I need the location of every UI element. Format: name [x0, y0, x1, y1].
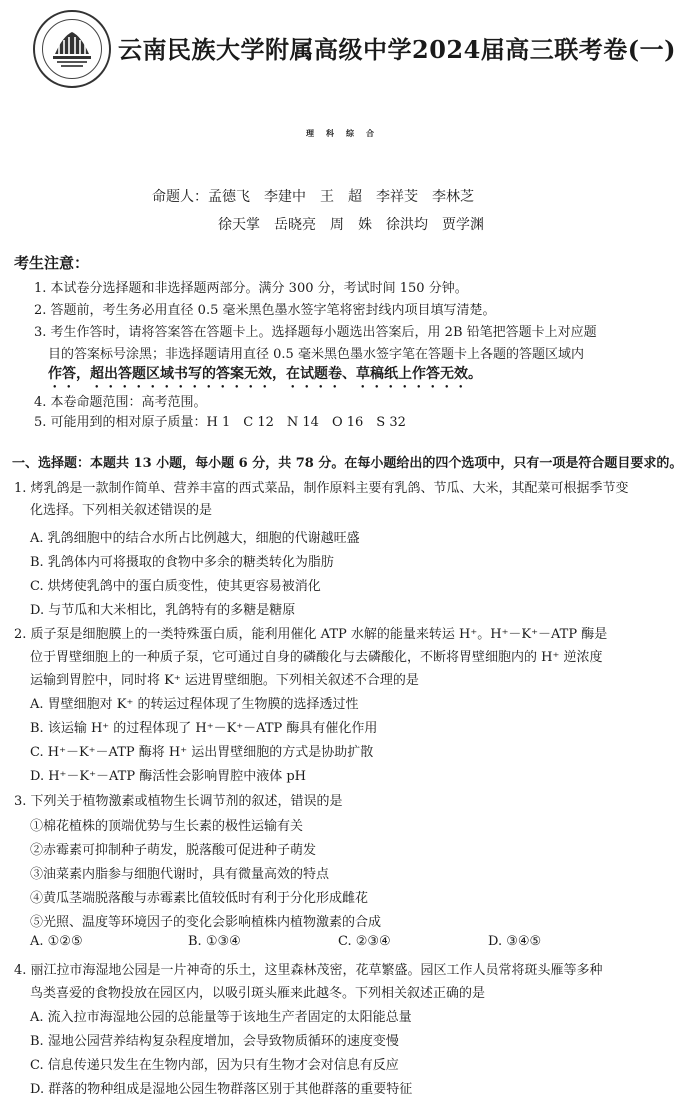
q4-option-a: A. 流入拉市海湿地公园的总能量等于该地生产者固定的太阳能总量: [30, 1010, 412, 1025]
q3-statement-2: ②赤霉素可抑制种子萌发，脱落酸可促进种子萌发: [30, 843, 317, 858]
school-logo: [33, 10, 111, 88]
notice-heading: 考生注意：: [14, 254, 90, 272]
q2-option-a: A. 胃壁细胞对 K⁺ 的转运过程体现了生物膜的选择透过性: [30, 697, 359, 712]
q4-stem-line-2: 鸟类喜爱的食物投放在园区内，以吸引斑头雁来此越冬。下列相关叙述正确的是: [30, 986, 486, 1001]
notice-item-3-emphasis: 作答，超出答题区域书写的答案无效，在试题卷、草稿纸上作答无效。: [48, 366, 482, 382]
q3-option-c: C. ②③④: [338, 934, 391, 949]
authors-line-2: 徐天掌 岳晓亮 周 姝 徐洪均 贾学渊: [218, 217, 484, 233]
section-1-heading: 一、选择题：本题共 13 小题，每小题 6 分，共 78 分。在每小题给出的四个选项中，只有一项是符合题目要求的。: [12, 456, 683, 471]
q1-option-c: C. 烘烤使乳鸽中的蛋白质变性，使其更容易被消化: [30, 579, 321, 594]
notice-item-3: 3. 考生作答时，请将答案答在答题卡上。选择题每小题选出答案后，用 2B 铅笔把答题卡上对应题: [34, 325, 597, 340]
q1-option-b: B. 乳鸽体内可将摄取的食物中多余的糖类转化为脂肪: [30, 555, 334, 570]
q3-statement-5: ⑤光照、温度等环境因子的变化会影响植株内植物激素的合成: [30, 915, 382, 930]
notice-item-5: 5. 可能用到的相对原子质量：H 1 C 12 N 14 O 16 S 32: [34, 415, 406, 430]
q2-option-c: C. H⁺－K⁺－ATP 酶将 H⁺ 运出胃壁细胞的方式是协助扩散: [30, 745, 374, 760]
q4-stem-line-1: 4. 丽江拉市海湿地公园是一片神奇的乐土，这里森林茂密，花草繁盛。园区工作人员常将斑头雁等多种: [14, 963, 603, 978]
q3-option-b: B. ①③④: [188, 934, 241, 949]
exam-header-title: 云南民族大学附属高级中学2024届高三联考卷(一): [118, 35, 677, 64]
q3-option-a: A. ①②⑤: [30, 934, 83, 949]
q2-option-b: B. 该运输 H⁺ 的过程体现了 H⁺－K⁺－ATP 酶具有催化作用: [30, 721, 378, 736]
q2-stem-line-1: 2. 质子泵是细胞膜上的一类特殊蛋白质，能利用催化 ATP 水解的能量来转运 H⁺。H⁺－K⁺－ATP 酶是: [14, 627, 608, 642]
notice-item-2: 2. 答题前，考生务必用直径 0.5 毫米黑色墨水签字笔将密封线内项目填写清楚。: [34, 303, 496, 318]
q1-option-a: A. 乳鸽细胞中的结合水所占比例越大，细胞的代谢越旺盛: [30, 531, 360, 546]
notice-item-3-cont: 目的答案标号涂黑；非选择题请用直径 0.5 毫米黑色墨水签字笔在答题卡上各题的答题区域内: [48, 347, 584, 362]
q2-stem-line-3: 运输到胃腔中，同时将 K⁺ 运进胃壁细胞。下列相关叙述不合理的是: [30, 673, 419, 688]
q1-stem-line-2: 化选择。下列相关叙述错误的是: [30, 503, 213, 518]
logo-emblem-icon: [33, 10, 111, 88]
q3-stem: 3. 下列关于植物激素或植物生长调节剂的叙述，错误的是: [14, 794, 343, 809]
q4-option-c: C. 信息传递只发生在生物内部，因为只有生物才会对信息有反应: [30, 1058, 399, 1073]
authors-line-1: 命题人：孟德飞 李建中 王 超 李祥芠 李林芝: [152, 189, 474, 205]
q1-stem-line-1: 1. 烤乳鸽是一款制作简单、营养丰富的西式菜品，制作原料主要有乳鸽、节瓜、大米，其配菜可根据季节变: [14, 481, 629, 496]
notice-item-4: 4. 本卷命题范围：高考范围。: [34, 395, 207, 410]
q4-option-b: B. 湿地公园营养结构复杂程度增加，会导致物质循环的速度变慢: [30, 1034, 399, 1049]
q3-option-d: D. ③④⑤: [488, 934, 542, 949]
q2-option-d: D. H⁺－K⁺－ATP 酶活性会影响胃腔中液体 pH: [30, 769, 307, 784]
q2-stem-line-2: 位于胃壁细胞上的一种质子泵，它可通过自身的磷酸化与去磷酸化，不断将胃壁细胞内的 H⁺ 逆浓度: [30, 650, 603, 665]
q3-statement-1: ①棉花植株的顶端优势与生长素的极性运输有关: [30, 819, 304, 834]
q3-statement-4: ④黄瓜茎端脱落酸与赤霉素比值较低时有利于分化形成雌花: [30, 891, 369, 906]
q4-option-d: D. 群落的物种组成是湿地公园生物群落区别于其他群落的重要特征: [30, 1082, 413, 1097]
notice-item-1: 1. 本试卷分选择题和非选择题两部分。满分 300 分，考试时间 150 分钟。: [34, 281, 468, 296]
subject-title: 理科综合: [306, 128, 386, 138]
q1-option-d: D. 与节瓜和大米相比，乳鸽特有的多糖是糖原: [30, 603, 296, 618]
q3-statement-3: ③油菜素内脂参与细胞代谢时，具有微量高效的特点: [30, 867, 330, 882]
